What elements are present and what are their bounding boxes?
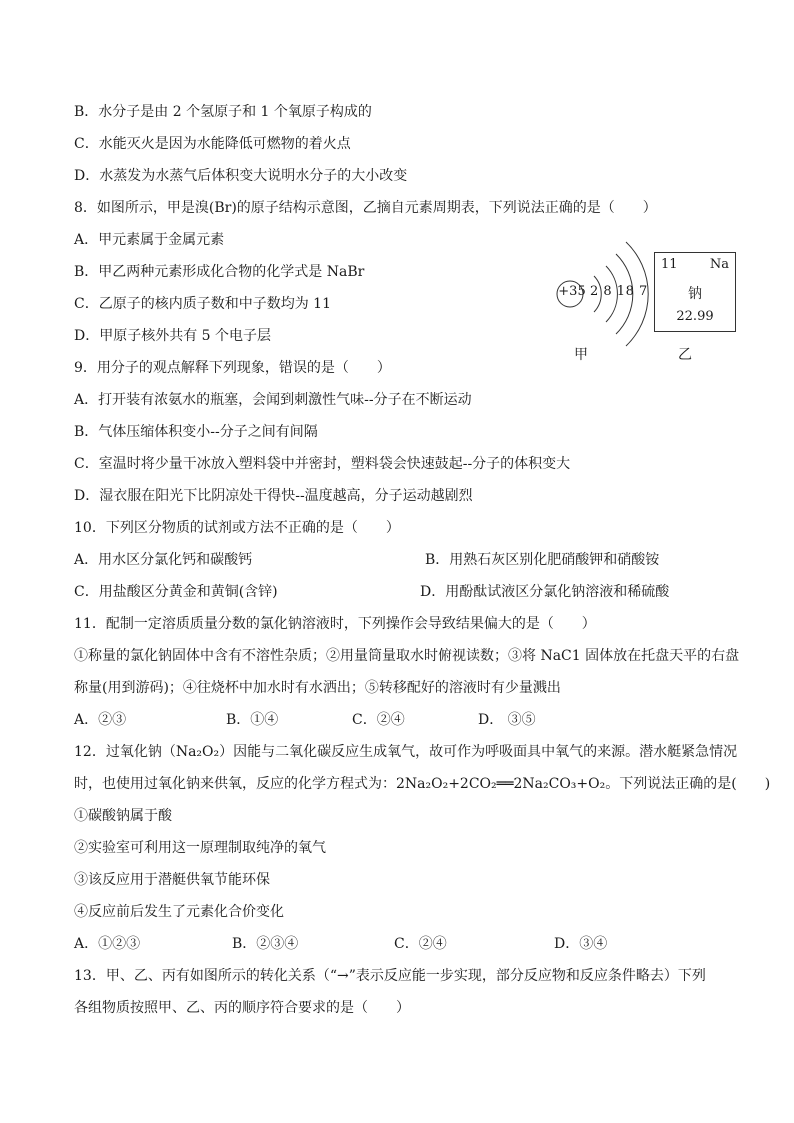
element-card	[654, 252, 736, 332]
option-line: D．③④	[554, 936, 608, 952]
atomic-mass: 22.99	[676, 309, 714, 324]
option-line: D．水蒸发为水蒸气后体积变大说明水分子的大小改变	[74, 168, 408, 184]
figure-label-yi: 乙	[678, 347, 692, 363]
option-line: B．气体压缩体积变小--分子之间有间隔	[74, 424, 318, 440]
question-11: 11．配制一定溶质质量分数的氯化钠溶液时，下列操作会导致结果偏大的是（ ）	[74, 616, 596, 632]
option-line: C．乙原子的核内质子数和中子数均为 11	[74, 296, 331, 312]
statement-line: ①碳酸钠属于酸	[74, 808, 172, 824]
statement-line: ②实验室可利用这一原理制取纯净的氧气	[74, 840, 326, 856]
nucleus-charge: +35	[558, 284, 586, 299]
atom-and-element-figure	[548, 226, 748, 366]
question-8: 8．如图所示，甲是溴(Br)的原子结构示意图，乙摘自元素周期表，下列说法正确的是（ ）	[74, 200, 657, 216]
option-line: D．湿衣服在阳光下比阴凉处干得快--温度越高，分子运动越剧烈	[74, 488, 473, 504]
question-13-cont: 各组物质按照甲、乙、丙的顺序符合要求的是（ ）	[74, 1000, 410, 1016]
question-10: 10．下列区分物质的试剂或方法不正确的是（ ）	[74, 520, 400, 536]
option-line: B．①④	[226, 712, 279, 728]
option-line: B．②③④	[232, 936, 299, 952]
option-line: B．甲乙两种元素形成化合物的化学式是 NaBr	[74, 264, 365, 280]
statement-line: ①称量的氯化钠固体中含有不溶性杂质；②用量筒量取水时俯视读数；③将 NaC1 固体放在托盘天平的右盘	[74, 648, 740, 664]
option-line: A．甲元素属于金属元素	[74, 232, 225, 248]
question-12-cont: 时，也使用过氧化钠来供氧，反应的化学方程式为：2Na₂O₂+2CO₂══2Na₂CO₃+O₂。下列说法正确的是( )	[74, 776, 771, 792]
option-line: A．打开装有浓氨水的瓶塞，会闻到刺激性气味--分子在不断运动	[74, 392, 472, 408]
option-line: C．水能灭火是因为水能降低可燃物的着火点	[74, 136, 351, 152]
element-symbol: Na	[709, 257, 729, 272]
option-line: A．用水区分氯化钙和碳酸钙	[74, 552, 253, 568]
option-line: C．②④	[352, 712, 405, 728]
option-line: D．用酚酞试液区分氯化钠溶液和稀硫酸	[420, 584, 670, 600]
option-line: B．水分子是由 2 个氢原子和 1 个氧原子构成的	[74, 104, 372, 120]
statement-line: 称量(用到游码)；④往烧杯中加水时有水洒出；⑤转移配好的溶液时有少量溅出	[74, 680, 561, 696]
option-line: D．甲原子核外共有 5 个电子层	[74, 328, 272, 344]
question-9: 9．用分子的观点解释下列现象，错误的是（ ）	[74, 360, 391, 376]
option-line: B．用熟石灰区别化肥硝酸钾和硝酸铵	[425, 552, 660, 568]
option-line: C．用盐酸区分黄金和黄铜(含锌)	[74, 584, 278, 600]
element-name: 钠	[688, 286, 702, 302]
statement-line: ④反应前后发生了元素化合价变化	[74, 904, 284, 920]
atomic-number: 11	[661, 257, 678, 272]
option-line: C．室温时将少量干冰放入塑料袋中并密封，塑料袋会快速鼓起--分子的体积变大	[74, 456, 571, 472]
option-line: A．②③	[74, 712, 127, 728]
question-13: 13．甲、乙、丙有如图所示的转化关系（“→”表示反应能一步实现，部分反应物和反应条件略去）下列	[74, 968, 706, 984]
figure-label-jia: 甲	[574, 347, 588, 363]
electron-shells: 2 8 18 7	[590, 284, 648, 299]
option-line: A．①②③	[74, 936, 141, 952]
question-12: 12．过氧化钠（Na₂O₂）因能与二氧化碳反应生成氧气，故可作为呼吸面具中氧气的来源。潜水艇紧急情况	[74, 744, 738, 760]
option-line: C．②④	[394, 936, 447, 952]
statement-line: ③该反应用于潜艇供氧节能环保	[74, 872, 270, 888]
option-line: D． ③⑤	[478, 712, 536, 728]
